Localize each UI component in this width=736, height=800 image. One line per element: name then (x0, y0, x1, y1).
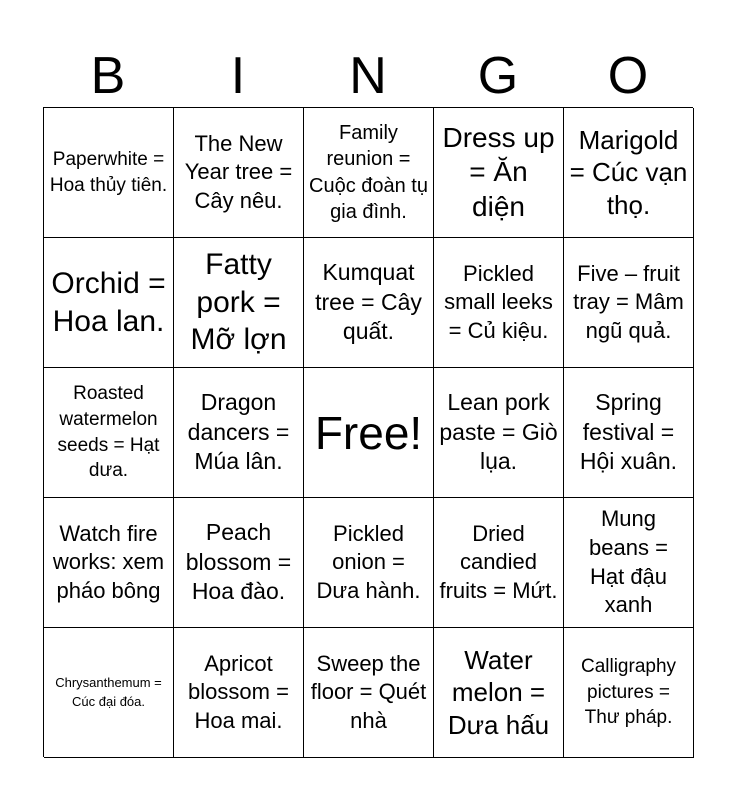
header-letter-b: B (90, 47, 126, 105)
header-letter-o: O (607, 47, 649, 105)
bingo-board (43, 107, 693, 757)
bingo-header (43, 44, 693, 108)
bingo-cell-r1c1: Paperwhite = Hoa thủy tiên. (44, 108, 174, 238)
bingo-cell-r5c2: Apricot blossom = Hoa mai. (174, 628, 304, 758)
bingo-cell-r5c3: Sweep the floor = Quét nhà (304, 628, 434, 758)
bingo-cell-r4c1: Watch fire works: xem pháo bông (44, 498, 174, 628)
header-letter-g: G (477, 47, 519, 105)
bingo-cell-r2c1: Orchid = Hoa lan. (44, 238, 174, 368)
bingo-cell-r1c3: Family reunion = Cuộc đoàn tụ gia đình. (304, 108, 434, 238)
bingo-cell-r4c3: Pickled onion = Dưa hành. (304, 498, 434, 628)
bingo-cell-r3c2: Dragon dancers = Múa lân. (174, 368, 304, 498)
bingo-cell-r1c5: Marigold = Cúc vạn thọ. (564, 108, 694, 238)
bingo-cell-r4c4: Dried candied fruits = Mứt. (434, 498, 564, 628)
bingo-cell-r4c5: Mung beans = Hạt đậu xanh (564, 498, 694, 628)
bingo-cell-r4c2: Peach blossom = Hoa đào. (174, 498, 304, 628)
bingo-cell-r5c4: Water melon = Dưa hấu (434, 628, 564, 758)
bingo-cell-r1c4: Dress up = Ăn diện (434, 108, 564, 238)
bingo-cell-r5c5: Calligraphy pictures = Thư pháp. (564, 628, 694, 758)
header-letter-i: I (230, 47, 246, 105)
bingo-cell-r5c1: Chrysanthemum = Cúc đại đóa. (44, 628, 174, 758)
bingo-cell-r1c2: The New Year tree = Cây nêu. (174, 108, 304, 238)
free-space: Free! (304, 368, 434, 498)
bingo-cell-r3c1: Roasted watermelon seeds = Hạt dưa. (44, 368, 174, 498)
bingo-cell-r2c2: Fatty pork = Mỡ lợn (174, 238, 304, 368)
bingo-cell-r3c4: Lean pork paste = Giò lụa. (434, 368, 564, 498)
bingo-cell-r2c3: Kumquat tree = Cây quất. (304, 238, 434, 368)
bingo-cell-r3c5: Spring festival = Hội xuân. (564, 368, 694, 498)
header-letter-n: N (349, 47, 387, 105)
bingo-cell-r2c4: Pickled small leeks = Củ kiệu. (434, 238, 564, 368)
bingo-cell-r2c5: Five – fruit tray = Mâm ngũ quả. (564, 238, 694, 368)
